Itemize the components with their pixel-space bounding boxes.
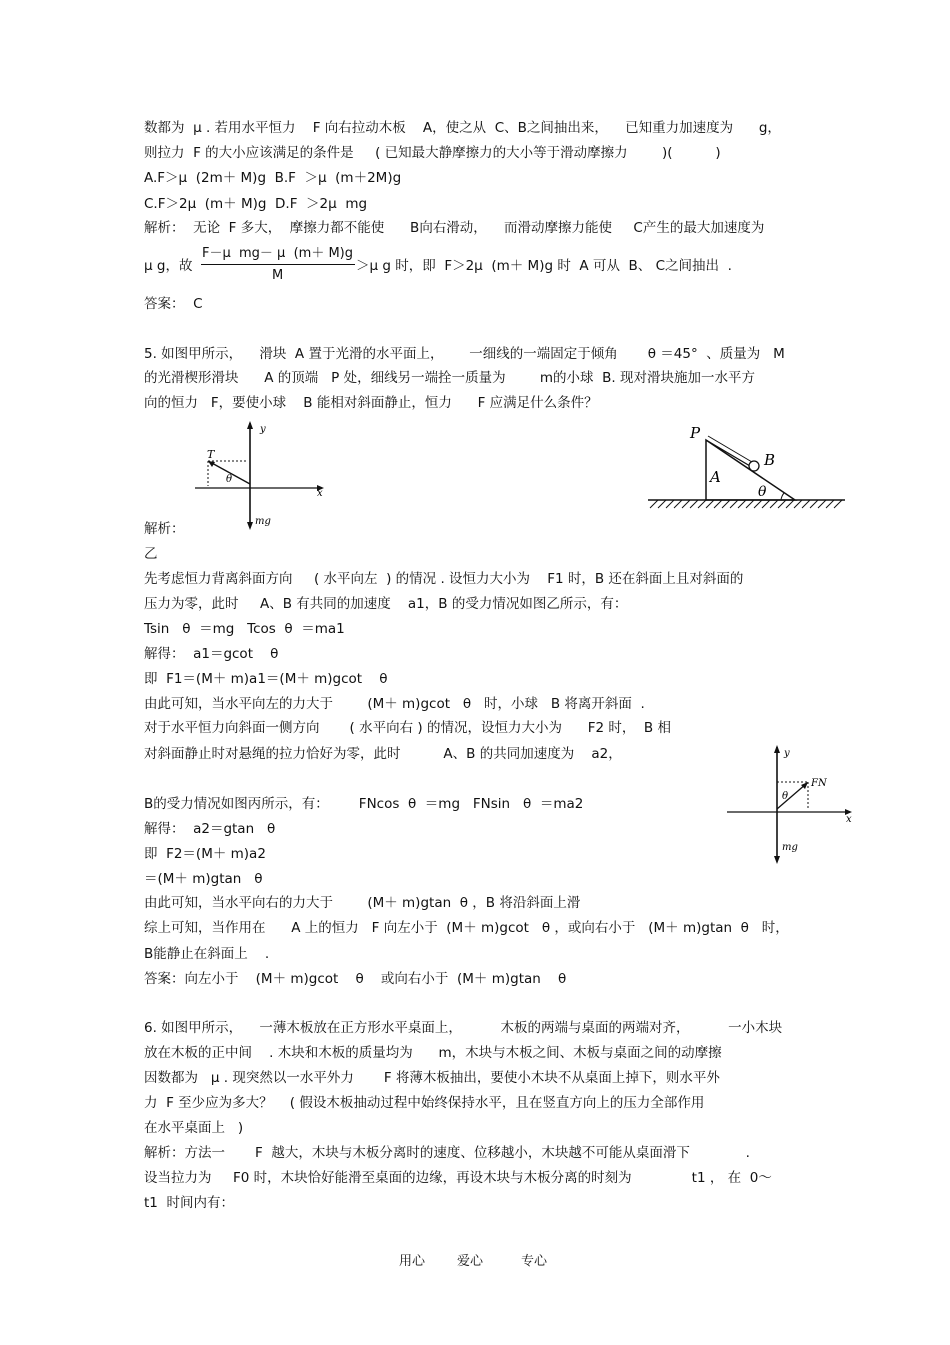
q4-analysis-line1: 解析： 无论 F 多大， 摩擦力都不能使 B向右滑动， 而滑动摩擦力能使 C产生的最大加速度为 xyxy=(144,220,765,236)
fig-bing-y-label: y xyxy=(784,748,790,759)
q5-solution-line10: 解得： a2＝gtan θ xyxy=(144,821,276,837)
q5-solution-line12: ＝(M＋ m)gtan θ xyxy=(144,871,263,887)
fig-jia-p-label: P xyxy=(690,424,701,442)
q4-line2: 则拉力 F 的大小应该满足的条件是 ( 已知最大静摩擦力的大小等于滑动摩擦力 )( ) xyxy=(144,145,721,161)
fig-yi-t-label: T xyxy=(207,448,215,461)
footer-text-2: 爱心 xyxy=(457,1254,484,1269)
footer-text-1: 用心 xyxy=(399,1254,426,1269)
figure-bing-force-diagram xyxy=(722,742,862,867)
q5-line2: 的光滑楔形滑块 A 的顶端 P 处，细线另一端拴一质量为 m的小球 B. 现对滑块施加一水平方 xyxy=(144,370,755,386)
q5-line3: 向的恒力 F，要使小球 B 能相对斜面静止，恒力 F 应满足什么条件？ xyxy=(144,395,598,411)
q4-options-ab: A.F＞μ (2m＋ M)g B.F ＞μ (m＋2M)g xyxy=(144,170,402,186)
q5-solution-line8: 对斜面静止时对悬绳的拉力恰好为零，此时 A、B 的共同加速度为 a2， xyxy=(144,746,622,762)
q5-solution-line2: 压力为零，此时 A、B 有共同的加速度 a1，B 的受力情况如图乙所示，有： xyxy=(144,596,628,612)
q4-analysis-line2-pre: μ g，故 xyxy=(144,258,193,274)
fig-bing-mg-label: mg xyxy=(782,842,798,853)
fig-yi-mg-label: mg xyxy=(255,516,271,527)
fig-bing-theta-label: θ xyxy=(782,791,789,802)
q5-solution-line3: Tsin θ ＝mg Tcos θ ＝ma1 xyxy=(144,621,345,637)
q6-line3: 因数都为 μ . 现突然以一水平外力 F 将薄木板抽出，要使小木块不从桌面上掉下，则水平外 xyxy=(144,1070,720,1086)
q5-solution-line7: 对于水平恒力向斜面一侧方向 ( 水平向右 ) 的情况，设恒力大小为 F2 时， B 相 xyxy=(144,720,671,736)
figure-yi-force-diagram xyxy=(190,418,335,533)
q5-solution-line5: 即 F1＝(M＋ m)a1＝(M＋ m)gcot θ xyxy=(144,671,388,687)
q5-solution-line11: 即 F2＝(M＋ m)a2 xyxy=(144,846,266,862)
fig-yi-x-label: x xyxy=(317,488,323,499)
fig-bing-fn-label: FN xyxy=(811,778,827,789)
q5-solution-line9: B的受力情况如图丙所示，有： FNcos θ ＝mg FNsin θ ＝ma2 xyxy=(144,796,584,812)
q4-answer: 答案： C xyxy=(144,296,203,312)
q4-fraction-bar xyxy=(201,264,355,265)
q4-fraction-denominator: M xyxy=(272,268,284,283)
q5-solution-line6: 由此可知，当水平向左的力大于 (M＋ m)gcot θ 时，小球 B 将离开斜面 . xyxy=(144,696,645,712)
q5-figure-yi-caption: 乙 xyxy=(144,546,158,562)
q6-line1: 6. 如图甲所示， 一薄木板放在正方形水平桌面上， 木板的两端与桌面的两端对齐， 一小木块 xyxy=(144,1020,783,1036)
q4-analysis-line2-post: ＞μ g 时，即 F＞2μ (m＋ M)g 时 A 可从 B、 C之间抽出 . xyxy=(356,258,732,274)
q6-line2: 放在木板的正中间 . 木块和木板的质量均为 m，木块与木板之间、木板与桌面之间的动摩擦 xyxy=(144,1045,722,1061)
q5-solution-line14: 综上可知，当作用在 A 上的恒力 F 向左小于 (M＋ m)gcot θ ，或向右小于 (M＋ m)gtan θ 时， xyxy=(144,920,789,936)
q5-answer: 答案：向左小于 (M＋ m)gcot θ 或向右小于 (M＋ m)gtan θ xyxy=(144,971,567,987)
fig-yi-theta-label: θ xyxy=(226,474,233,485)
q6-analysis-line3: t1 时间内有： xyxy=(144,1195,234,1211)
q6-analysis-line1: 解析：方法一 F 越大，木块与木板分离时的速度、位移越小，木块越不可能从桌面滑下 . xyxy=(144,1145,750,1161)
q6-analysis-line2: 设当拉力为 F0 时，木块恰好能滑至桌面的边缘，再设木块与木板分离的时刻为 t1 ， 在 0～ xyxy=(144,1170,772,1186)
q5-solution-line13: 由此可知，当水平向右的力大于 (M＋ m)gtan θ ，B 将沿斜面上滑 xyxy=(144,895,581,911)
fig-jia-b-label: B xyxy=(764,451,776,469)
q5-solution-line4: 解得： a1＝gcot θ xyxy=(144,646,279,662)
q6-line4: 力 F 至少应为多大？ ( 假设木板抽动过程中始终保持水平，且在竖直方向上的压力全部作用 xyxy=(144,1095,705,1111)
q5-solution-line15: B能静止在斜面上 . xyxy=(144,946,270,962)
q4-line1: 数都为 μ . 若用水平恒力 F 向右拉动木板 A，使之从 C、B之间抽出来， 已知重力加速度为 g， xyxy=(144,120,781,136)
fig-jia-theta-label: θ xyxy=(758,484,767,500)
fig-jia-a-label: A xyxy=(710,468,721,486)
q4-fraction-numerator: F－μ mg－ μ (m＋ M)g xyxy=(202,246,354,261)
q4-options-cd: C.F＞2μ (m＋ M)g D.F ＞2μ mg xyxy=(144,196,368,212)
q6-line5: 在水平桌面上 ) xyxy=(144,1120,244,1136)
figure-jia-wedge xyxy=(640,420,850,515)
footer-text-3: 专心 xyxy=(521,1254,548,1269)
q5-solution-line1: 先考虑恒力背离斜面方向 ( 水平向左 ) 的情况 . 设恒力大小为 F1 时，B 还在斜面上且对斜面的 xyxy=(144,571,744,587)
fig-yi-y-label: y xyxy=(260,424,266,435)
q5-analysis-label: 解析： xyxy=(144,521,185,537)
fig-bing-x-label: x xyxy=(846,814,852,825)
q5-line1: 5. 如图甲所示， 滑块 A 置于光滑的水平面上， 一细线的一端固定于倾角 θ ＝45° 、质量为 M xyxy=(144,346,785,362)
